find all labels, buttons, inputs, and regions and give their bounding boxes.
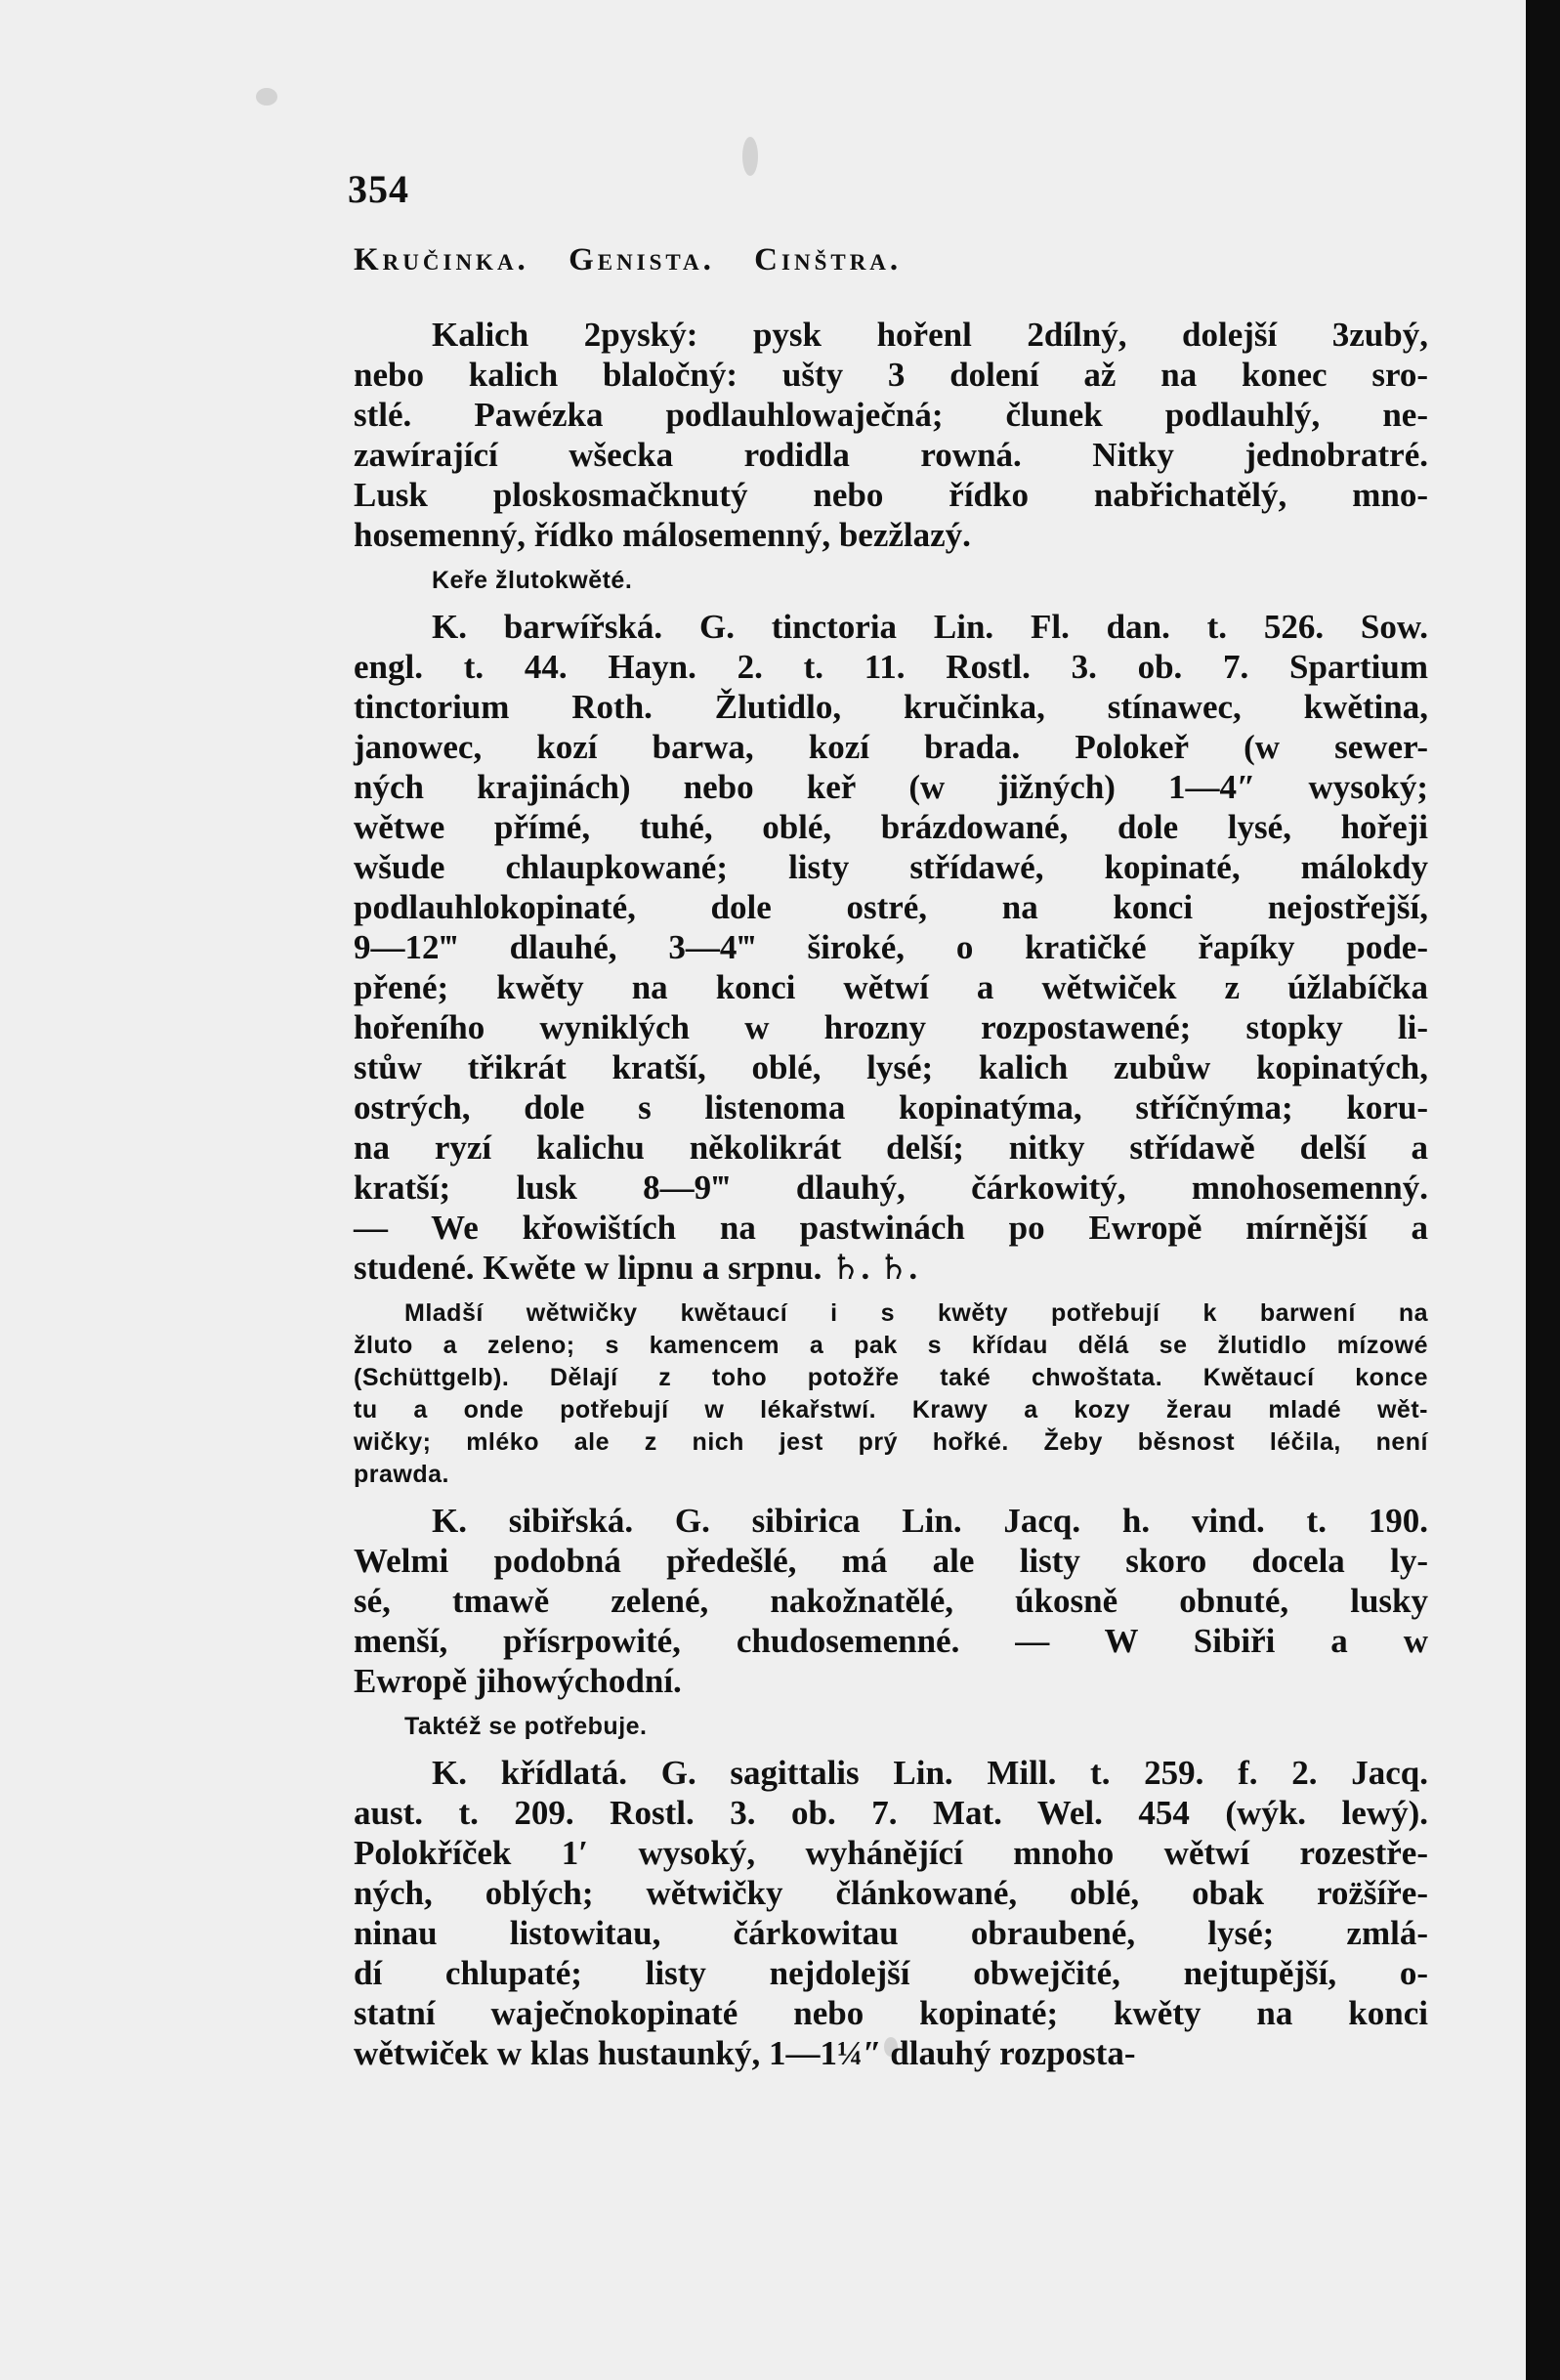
section-gap — [354, 1743, 1428, 1753]
text-line: janowec, kozí barwa, kozí brada. Polokeř (w sewer- — [354, 728, 1428, 766]
running-head-german: Cinštra. — [754, 242, 903, 277]
running-head-czech: Kručinka. — [354, 242, 529, 277]
section-gap — [354, 555, 1428, 565]
text-line: nebo kalich blaločný: ušty 3 dolení až na konec sro- — [354, 356, 1428, 394]
text-line: wšude chlaupkowané; listy střídawé, kopinaté, málokdy — [354, 848, 1428, 886]
text-line: K. barwířská. G. tinctoria Lin. Fl. dan. t. 526. Sow. — [432, 608, 1428, 646]
ink-blot — [256, 88, 277, 106]
text-line: ostrých, dole s listenoma kopinatýma, stříčnýma; koru- — [354, 1088, 1428, 1126]
text-line: kratší; lusk 8—9‴ dlauhý, čárkowitý, mnohosemenný. — [354, 1169, 1428, 1207]
text-line: stlé. Pawézka podlauhlowaječná; člunek podlauhlý, ne- — [354, 396, 1428, 434]
note-line: žluto a zeleno; s kamencem a pak s křídau dělá se žlutidlo mízowé — [354, 1332, 1428, 1359]
note-line: (Schüttgelb). Dělají z toho potožře také chwoštata. Kwětaucí konce — [354, 1364, 1428, 1391]
page-edge — [1526, 0, 1560, 2380]
running-head — [354, 242, 1418, 278]
text-line: Polokříček 1′ wysoký, wyhánějící mnoho wětwí rozestře- — [354, 1834, 1428, 1872]
note-line: tu a onde potřebují w lékařstwí. Krawy a kozy žerau mladé wět- — [354, 1396, 1428, 1424]
page-number: 354 — [348, 167, 409, 211]
text-line: aust. t. 209. Rostl. 3. ob. 7. Mat. Wel. 454 (wýk. lewý). — [354, 1794, 1428, 1832]
text-line: zawírající wšecka rodidla rowná. Nitky jednobratré. — [354, 436, 1428, 474]
section-gap — [354, 1288, 1428, 1297]
text-line: — We křowištích na pastwinách po Ewropě mírnější a — [354, 1209, 1428, 1247]
text-line: menší, přísrpowité, chudosemenné. — W Sibiři a w — [354, 1622, 1428, 1660]
text-line: Lusk ploskosmačknutý nebo řídko nabřichatělý, mno- — [354, 476, 1428, 514]
text-line: 9—12‴ dlauhé, 3—4‴ široké, o kratičké řapíky pode- — [354, 928, 1428, 966]
text-line: wětwiček w klas hustaunký, 1—1¼″ dlauhý rozposta- — [354, 2034, 1136, 2072]
text-line: Welmi podobná předešlé, má ale listy skoro docela ly- — [354, 1542, 1428, 1580]
text-line: K. křídlatá. G. sagittalis Lin. Mill. t. 259. f. 2. Jacq. — [432, 1754, 1428, 1792]
text-line: podlauhlokopinaté, dole ostré, na konci nejostřejší, — [354, 888, 1428, 926]
text-line: K. sibiřská. G. sibirica Lin. Jacq. h. vind. t. 190. — [432, 1502, 1428, 1540]
text-line: dí chlupaté; listy nejdolejší obwejčité, nejtupější, o- — [354, 1954, 1428, 1992]
text-line: sé, tmawě zelené, nakožnatělé, úkosně obnuté, lusky — [354, 1582, 1428, 1620]
text-line: engl. t. 44. Hayn. 2. t. 11. Rostl. 3. ob. 7. Spartium — [354, 648, 1428, 686]
running-head-latin: Genista. — [569, 242, 715, 277]
text-line: ných, oblých; wětwičky článkowané, oblé, obak roz̈šíře- — [354, 1874, 1428, 1912]
note-line: prawda. — [354, 1461, 449, 1488]
section-gap — [354, 1491, 1428, 1501]
text-line: přené; kwěty na konci wětwí a wětwiček z úžlabíčka — [354, 968, 1428, 1006]
text-line: ninau listowitau, čárkowitau obraubené, lysé; zmlá- — [354, 1914, 1428, 1952]
text-block — [354, 315, 1428, 2083]
section-gap — [354, 597, 1428, 607]
ink-blot — [742, 137, 758, 176]
note-line: Keře žlutokwěté. — [432, 567, 633, 594]
text-line: Kalich 2pyský: pysk hořenl 2dílný, dolejší 3zubý, — [432, 316, 1428, 354]
text-line: wětwe přímé, tuhé, oblé, brázdowané, dole lysé, hořeji — [354, 808, 1428, 846]
text-line: statní waječnokopinaté nebo kopinaté; kwěty na konci — [354, 1994, 1428, 2032]
note-line: Mladší wětwičky kwětaucí i s kwěty potřebují k barwení na — [404, 1299, 1428, 1327]
text-line: hosemenný, řídko málosemenný, bezžlazý. — [354, 516, 971, 554]
text-line: Ewropě jihowýchodní. — [354, 1662, 682, 1700]
text-line: na ryzí kalichu několikrát delší; nitky střídawě delší a — [354, 1128, 1428, 1167]
text-line: ných krajinách) nebo keř (w jižných) 1—4″ wysoký; — [354, 768, 1428, 806]
text-line: hořeního wyniklých w hrozny rozpostawené; stopky li- — [354, 1008, 1428, 1046]
note-line: Taktéž se potřebuje. — [404, 1713, 648, 1740]
text-line: studené. Kwěte w lipnu a srpnu. ♄. ♄. — [354, 1249, 918, 1287]
section-gap — [354, 2073, 1428, 2083]
text-line: tinctorium Roth. Žlutidlo, kručinka, stínawec, kwětina, — [354, 688, 1428, 726]
section-gap — [354, 1701, 1428, 1711]
note-line: wičky; mléko ale z nich jest prý hořké. Žeby běsnost léčila, není — [354, 1428, 1428, 1456]
text-line: stůw třikrát kratší, oblé, lysé; kalich zubůw kopinatých, — [354, 1048, 1428, 1086]
